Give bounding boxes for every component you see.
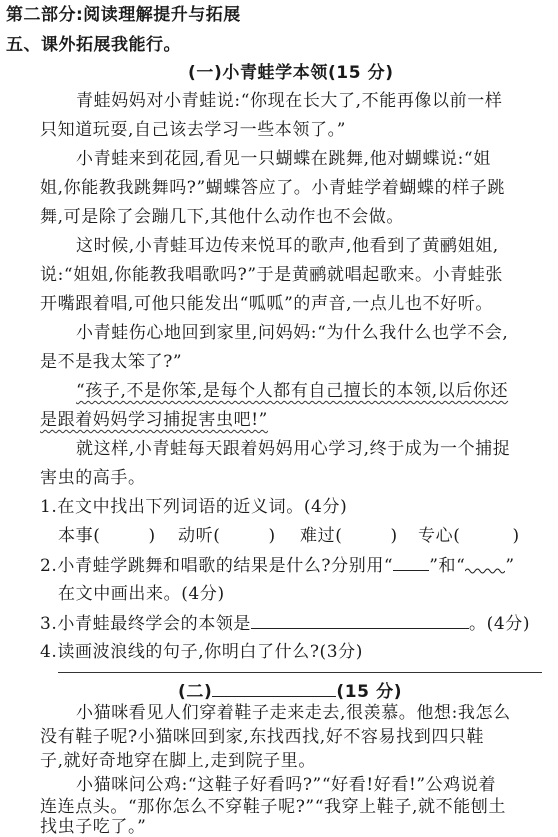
passage2-line: 没有鞋子呢?小猫咪回到家,东找西找,好不容易找到四只鞋 [40,727,485,747]
passage1-line: 开嘴跟着唱,可他只能发出“呱呱”的声音,一点儿也不好听。 [40,294,493,314]
passage2-title: (二) (15 分) [178,682,403,702]
passage1-line: 小青蛙来到花园,看见一只蝴蝶在跳舞,他对蝴蝶说:“姐 [76,149,491,169]
title-blank[interactable] [212,680,336,697]
passage1-line: 是不是我太笨了?” [40,352,183,372]
passage2-line: 子,就好奇地穿在脚上,走到院子里。 [40,751,317,771]
answer-blank[interactable] [251,612,469,629]
question-1: 1.在文中找出下列词语的近义词。(4分) [40,497,348,517]
question-2: 2.小青蛙学跳舞和唱歌的结果是什么?分别用“ ”和“ ” [40,556,515,576]
passage1-title: (一)小青蛙学本领(15 分) [188,63,394,83]
part-heading: 第二部分:阅读理解提升与拓展 [6,5,241,25]
passage1-line: 害虫的高手。 [40,468,146,488]
passage1-line: 说:“姐姐,你能教我唱歌吗?”于是黄鹂就唱起歌来。小青蛙张 [40,265,504,285]
synonym-item[interactable]: 专心( ) [418,526,520,546]
answer-line[interactable] [58,672,542,673]
section-heading: 五、课外拓展我能行。 [6,35,181,55]
question-2-cont: 在文中画出来。(4分) [58,584,225,604]
passage2-line: 连连点头。“那你怎么不穿鞋子呢?”“我穿上鞋子,就不能刨土 [40,797,506,817]
synonym-item[interactable]: 难过( ) [300,526,398,546]
wavy-line-blank [465,555,505,571]
question-3: 3.小青蛙最终学会的本领是 。(4分) [40,614,531,634]
passage1-line: 这时候,小青蛙耳边传来悦耳的歌声,他看到了黄鹂姐姐, [76,236,499,256]
straight-line-blank [393,554,429,571]
passage2-line: 小猫咪问公鸡:“这鞋子好看吗?”“好看!好看!”公鸡说着 [76,775,497,795]
wavy-sentence: 是跟着妈妈学习捕捉害虫吧!” [40,410,268,430]
passage1-line: 舞,可是除了会蹦几下,其他什么动作也不会做。 [40,207,405,227]
passage1-line: 青蛙妈妈对小青蛙说:“你现在长大了,不能再像以前一样 [76,91,503,111]
wavy-sentence: “孩子,不是你笨,是每个人都有自己擅长的本领,以后你还 [76,381,509,401]
passage1-line: 就这样,小青蛙每天跟着妈妈用心学习,终于成为一个捕捉 [76,439,511,459]
question-4: 4.读画波浪线的句子,你明白了什么?(3分) [40,642,364,662]
passage1-line: 小青蛙伤心地回到家里,问妈妈:“为什么我什么也学不会, [76,323,509,343]
passage2-line: 找虫子吃了。” [40,817,147,837]
passage2-line: 小猫咪看见人们穿着鞋子走来走去,很羡慕。他想:我怎么 [76,703,511,723]
passage1-line: 姐,你能教我跳舞吗?”蝴蝶答应了。小青蛙学着蝴蝶的样子跳 [40,178,506,198]
synonym-item[interactable]: 动听( ) [178,526,276,546]
synonym-item[interactable]: 本事( ) [58,526,156,546]
passage1-line: 只知道玩耍,自己该去学习一些本领了。” [40,120,346,140]
